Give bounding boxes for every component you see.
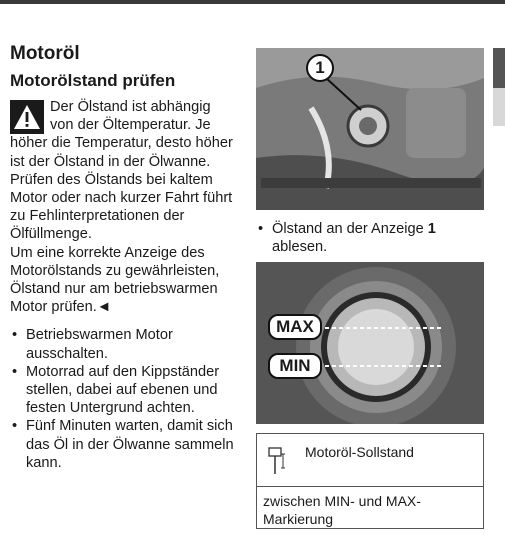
step-list	[10, 326, 238, 472]
read-level-bullet: • Ölstand an der Anzeige 1 ablesen.	[258, 221, 436, 256]
table-row	[257, 434, 483, 487]
min-label: MIN	[268, 353, 322, 379]
page-edge-tab-dark	[493, 48, 505, 88]
warning-block	[10, 98, 238, 316]
warning-text: Der Ölstand ist abhängig von der Öltemperatur. Je höher die Temperatur, desto höher ist der Ölstand in der Ölwanne. Prüfen des Ölstands bei kaltem Motor oder nach kurzer Fahrt führt zu Fehlinterpretationen der Ölfüllmenge.	[10, 99, 233, 243]
warning-text-2: Um eine korrekte Anzeige des Motorölstands zu gewährleisten, Ölstand nur am betriebswarmen Motor prüfen.◄	[10, 244, 220, 316]
callout-1: 1	[306, 54, 334, 82]
section-heading: Motoröl	[10, 43, 80, 64]
oil-dipstick-icon	[267, 446, 289, 481]
left-column	[10, 42, 238, 472]
warning-icon	[10, 100, 44, 134]
engine-photo	[256, 48, 484, 210]
section-subheading: Motorölstand prüfen	[10, 71, 176, 90]
list-item: • Fünf Minuten warten, damit sich das Öl in der Ölwanne sammeln kann.	[12, 418, 234, 471]
list-item: • Motorrad auf den Kippständer stellen, dabei auf ebenen und festen Untergrund achten.	[12, 363, 220, 417]
table-row-label: Motoröl-Sollstand	[305, 444, 414, 460]
top-rule	[0, 0, 505, 4]
spec-table	[256, 433, 484, 529]
max-label: MAX	[268, 314, 322, 340]
list-item: • Betriebswarmen Motor ausschalten.	[12, 327, 173, 362]
table-row-value: zwischen MIN- und MAX-Markierung	[263, 493, 421, 527]
oil-gauge-photo	[256, 262, 484, 424]
